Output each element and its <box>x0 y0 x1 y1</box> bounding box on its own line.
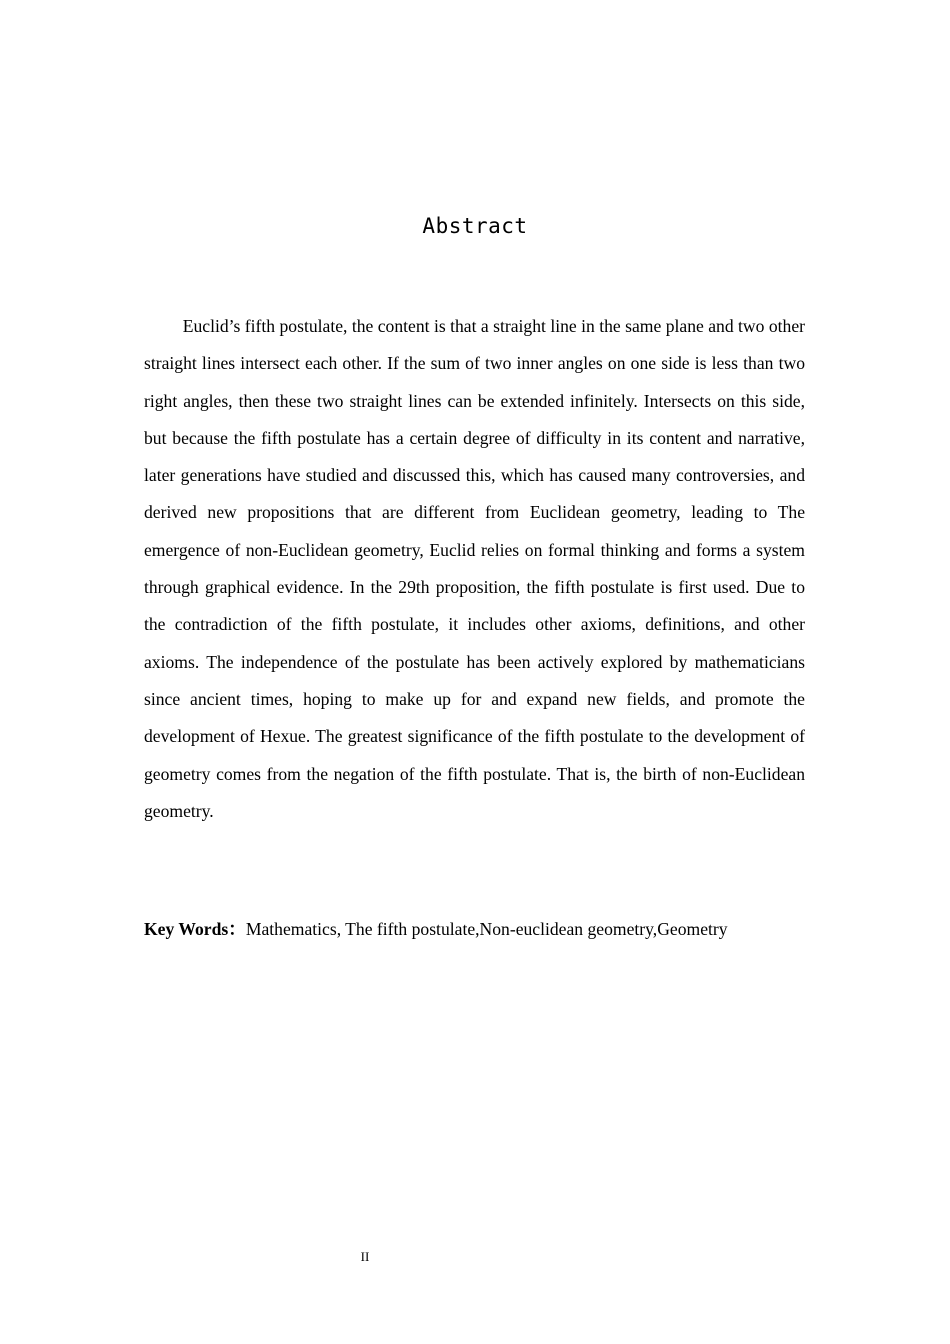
keywords-line <box>144 911 844 947</box>
keywords-label: Key Words： <box>144 919 246 939</box>
abstract-title: Abstract <box>422 214 528 238</box>
keywords-text: Mathematics, The fifth postulate,Non-euclidean geometry,Geometry <box>245 919 728 939</box>
page-number: II <box>360 1249 370 1264</box>
abstract-body: Euclid’s fifth postulate, the content is that a straight line in the same plane and two other straight lines intersect each other. If the sum of two inner angles on one side is less than two right angles, then these two straight lines can be extended infinitely. Intersects on this side, but because the fifth postulate has a certain degree of difficulty in its content and narrative, later generations have studied and discussed this, which has caused many controversies, and derived new propositions that are different from Euclidean geometry, leading to The emergence of non-Euclidean geometry, Euclid relies on formal thinking and forms a system through graphical evidence. In the 29th proposition, the fifth postulate is first used. Due to the contradiction of the fifth postulate, it includes other axioms, definitions, and other axioms. The independence of the postulate has been actively explored by mathematicians since ancient times, hoping to make up for and expand new fields, and promote the development of Hexue. The greatest significance of the fifth postulate to the development of geometry comes from the negation of the fifth postulate. That is, the birth of non-Euclidean geometry. <box>144 316 805 821</box>
